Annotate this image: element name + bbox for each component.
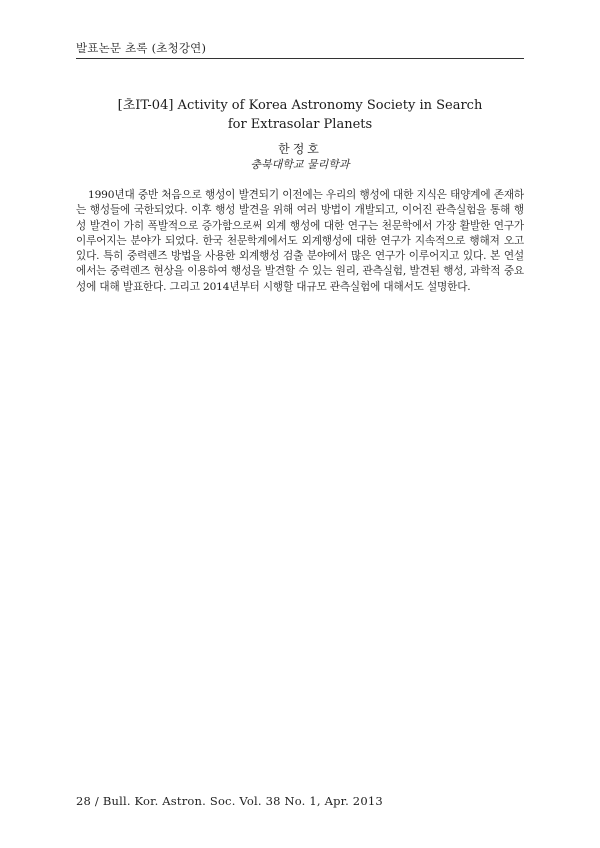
author-name: 한정호: [278, 142, 322, 156]
article-title-line-2: for Extrasolar Planets: [227, 117, 373, 132]
abstract-paragraph: 1990년대 중반 처음으로 행성이 발견되기 이전에는 우리의 행성에 대한 지식은 태양계에 존재하는 행성들에 국한되었다. 이후 행성 발견을 위해 여러 방법이 개발되고, 이어진 관측실험을 통해 행성 발견이 가히 폭발적으로 증가함으로써 외계 행성에 대한 연구는 천문학에서 가장 활발한 연구가 이루어지는 분야가 되었다. 한국 천문학계에서도 외계행성에 대한 연구가 지속적으로 행해져 오고 있다. 특히 중력렌즈 방법을 사용한 외계행성 검출 분야에서 많은 연구가 이루어지고 있다. 본 연설에서는 중력렌즈 현상을 이용하여 행성을 발견할 수 있는 원리, 관측실험, 발견된 행성, 과학적 중요성에 대해 발표한다. 그리고 2014년부터 시행할 대규모 관측실험에 대해서도 설명한다.: [76, 189, 524, 293]
author-affiliation: 충북대학교 물리학과: [250, 158, 350, 171]
header-rule: [76, 58, 524, 59]
article-title: [76, 96, 524, 134]
page-footer-citation: 28 / Bull. Kor. Astron. Soc. Vol. 38 No. 1, Apr. 2013: [76, 794, 383, 808]
article-title-line-1: [초IT-04] Activity of Korea Astronomy Society in Search: [117, 98, 483, 113]
running-head: 발표논문 초록 (초청강연): [76, 41, 207, 55]
